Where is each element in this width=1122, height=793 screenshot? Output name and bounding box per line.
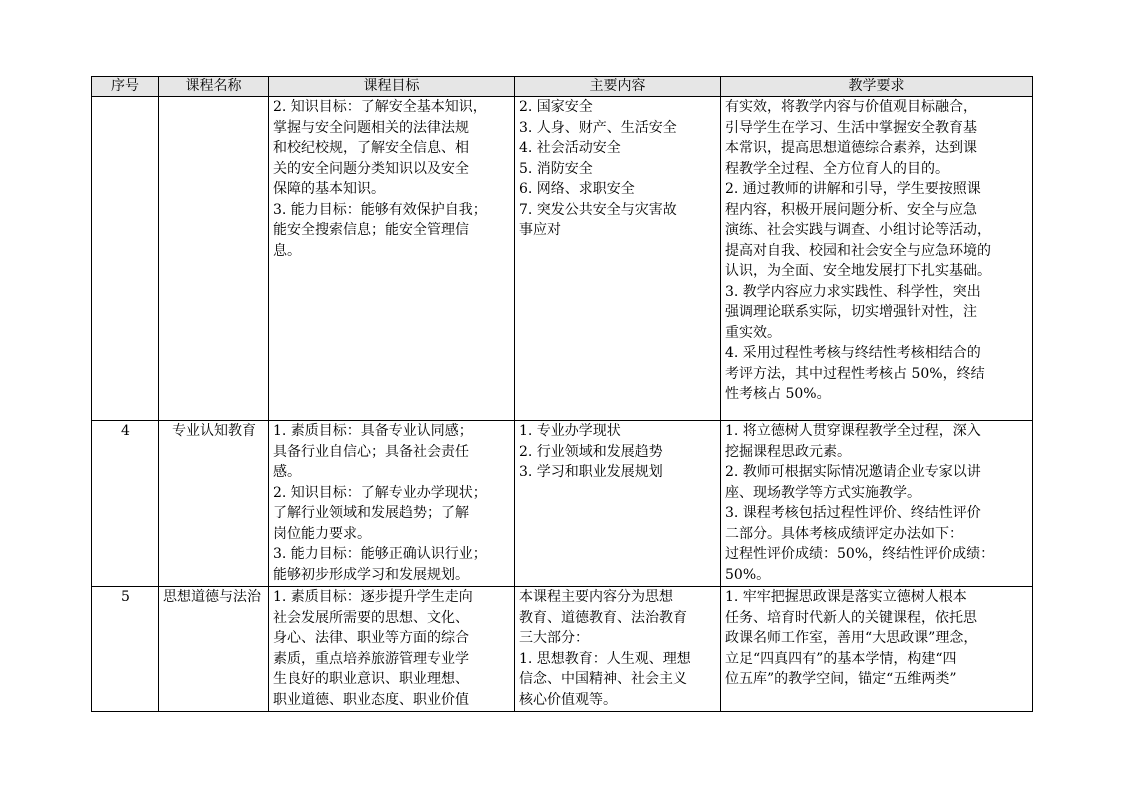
course-goals-cell xyxy=(269,421,515,587)
text-line: 本课程主要内容分为思想 xyxy=(519,589,673,605)
text-line: 3. 课程考核包括过程性评价、终结性评价 xyxy=(725,505,981,521)
text-line: 提高对自我、校园和社会安全与应急环境的 xyxy=(725,242,991,259)
table-row xyxy=(92,421,1033,587)
table-row xyxy=(92,587,1033,712)
text-line: 位五库”的教学空间，锚定“五维两类” xyxy=(725,671,957,687)
text-line: 任务、培育时代新人的关键课程，依托思 xyxy=(725,609,977,626)
text-line: 3. 能力目标：能够有效保护自我； xyxy=(273,201,487,218)
text-line: 教育、道德教育、法治教育 xyxy=(519,609,687,626)
row-number: 5 xyxy=(92,587,159,712)
text-line: 5. 消防安全 xyxy=(519,160,593,177)
text-line: 程内容，积极开展问题分析、安全与应急 xyxy=(725,201,977,218)
text-line: 核心价值观等。 xyxy=(519,691,617,708)
text-line: 息。 xyxy=(273,242,301,259)
main-content-cell xyxy=(515,421,721,587)
course-name: 思想道德与法治 xyxy=(159,587,269,712)
table-row xyxy=(92,97,1033,421)
course-goals-cell xyxy=(269,587,515,712)
text-line: 关的安全问题分类知识以及安全 xyxy=(273,160,469,177)
text-line: 2. 教师可根据实际情况邀请企业专家以讲 xyxy=(725,464,981,480)
text-line: 2. 国家安全 xyxy=(519,99,593,115)
text-line: 认识，为全面、安全地发展打下扎实基础。 xyxy=(725,263,991,279)
header-course-name: 课程名称 xyxy=(159,77,269,97)
text-line: 50%。 xyxy=(725,566,771,583)
text-line: 具备行业自信心；具备社会责任 xyxy=(273,443,469,460)
text-line: 能安全搜索信息；能安全管理信 xyxy=(273,222,469,238)
text-line: 1. 牢牢把握思政课是落实立德树人根本 xyxy=(725,589,967,605)
text-line: 感。 xyxy=(273,464,301,480)
main-content-cell xyxy=(515,587,721,712)
text-line: 职业道德、职业态度、职业价值 xyxy=(273,691,469,708)
text-line: 生良好的职业意识、职业理想、 xyxy=(273,671,469,687)
course-goals-cell xyxy=(269,97,515,421)
text-line: 政课名师工作室，善用“大思政课”理念， xyxy=(725,630,978,646)
text-line: 4. 采用过程性考核与终结性考核相结合的 xyxy=(725,345,981,361)
header-no: 序号 xyxy=(92,77,159,97)
header-main-content: 主要内容 xyxy=(515,77,721,97)
text-line: 4. 社会活动安全 xyxy=(519,140,621,156)
text-line: 事应对 xyxy=(519,222,561,238)
text-line: 3. 教学内容应力求实践性、科学性，突出 xyxy=(725,283,981,300)
text-line: 岗位能力要求。 xyxy=(273,525,371,542)
teaching-requirements-cell xyxy=(721,97,1033,421)
text-line: 3. 能力目标：能够正确认识行业； xyxy=(273,546,487,562)
row-number xyxy=(92,97,159,421)
text-line: 2. 行业领域和发展趋势 xyxy=(519,443,663,460)
header-teaching-requirements: 教学要求 xyxy=(721,77,1033,97)
text-line: 能够初步形成学习和发展规划。 xyxy=(273,566,469,583)
main-content-cell xyxy=(515,97,721,421)
text-line: 1. 素质目标：逐步提升学生走向 xyxy=(273,589,473,605)
text-line: 引导学生在学习、生活中掌握安全教育基 xyxy=(725,119,977,136)
text-line: 二部分。具体考核成绩评定办法如下： xyxy=(725,525,963,542)
text-line: 社会发展所需要的思想、文化、 xyxy=(273,609,469,626)
text-line: 素质，重点培养旅游管理专业学 xyxy=(273,650,469,667)
text-line: 重实效。 xyxy=(725,324,781,341)
text-line: 座、现场教学等方式实施教学。 xyxy=(725,484,921,501)
text-line: 身心、法律、职业等方面的综合 xyxy=(273,630,469,646)
text-line: 掌握与安全问题相关的法律法规 xyxy=(273,119,469,136)
text-line: 性考核占 50%。 xyxy=(725,386,831,402)
text-line: 考评方法，其中过程性考核占 50%，终结 xyxy=(725,365,985,382)
text-line: 挖掘课程思政元素。 xyxy=(725,443,851,460)
table-header-row xyxy=(92,77,1033,97)
text-line: 信念、中国精神、社会主义 xyxy=(519,671,687,687)
text-line: 2. 知识目标：了解专业办学现状； xyxy=(273,484,487,501)
text-line: 3. 学习和职业发展规划 xyxy=(519,464,663,480)
text-line: 2. 通过教师的讲解和引导，学生要按照课 xyxy=(725,181,981,197)
text-line: 强调理论联系实际，切实增强针对性，注 xyxy=(725,304,977,320)
text-line: 和校纪校规，了解安全信息、相 xyxy=(273,140,469,156)
text-line: 1. 思想教育：人生观、理想 xyxy=(519,650,691,667)
teaching-requirements-cell xyxy=(721,587,1033,712)
text-line: 7. 突发公共安全与灾害故 xyxy=(519,201,677,218)
text-line: 保障的基本知识。 xyxy=(273,181,385,197)
header-course-goals: 课程目标 xyxy=(269,77,515,97)
text-line: 本常识，提高思想道德综合素养，达到课 xyxy=(725,140,977,156)
text-line: 三大部分： xyxy=(519,630,589,646)
course-name: 专业认知教育 xyxy=(159,421,269,587)
course-name xyxy=(159,97,269,421)
row-number: 4 xyxy=(92,421,159,587)
text-line: 1. 专业办学现状 xyxy=(519,423,621,439)
text-line: 过程性评价成绩：50%，终结性评价成绩： xyxy=(725,546,995,562)
text-line: 立足“四真四有”的基本学情，构建“四 xyxy=(725,650,957,667)
text-line: 有实效，将教学内容与价值观目标融合， xyxy=(725,99,977,115)
text-line: 1. 将立德树人贯穿课程教学全过程，深入 xyxy=(725,423,981,439)
teaching-requirements-cell xyxy=(721,421,1033,587)
text-line: 6. 网络、求职安全 xyxy=(519,181,635,197)
text-line: 1. 素质目标：具备专业认同感； xyxy=(273,423,473,439)
text-line: 2. 知识目标：了解安全基本知识， xyxy=(273,99,487,115)
text-line: 程教学全过程、全方位育人的目的。 xyxy=(725,160,949,177)
text-line: 了解行业领域和发展趋势；了解 xyxy=(273,505,469,521)
curriculum-table xyxy=(91,76,1033,712)
text-line: 3. 人身、财产、生活安全 xyxy=(519,119,677,136)
text-line: 演练、社会实践与调查、小组讨论等活动， xyxy=(725,222,991,238)
